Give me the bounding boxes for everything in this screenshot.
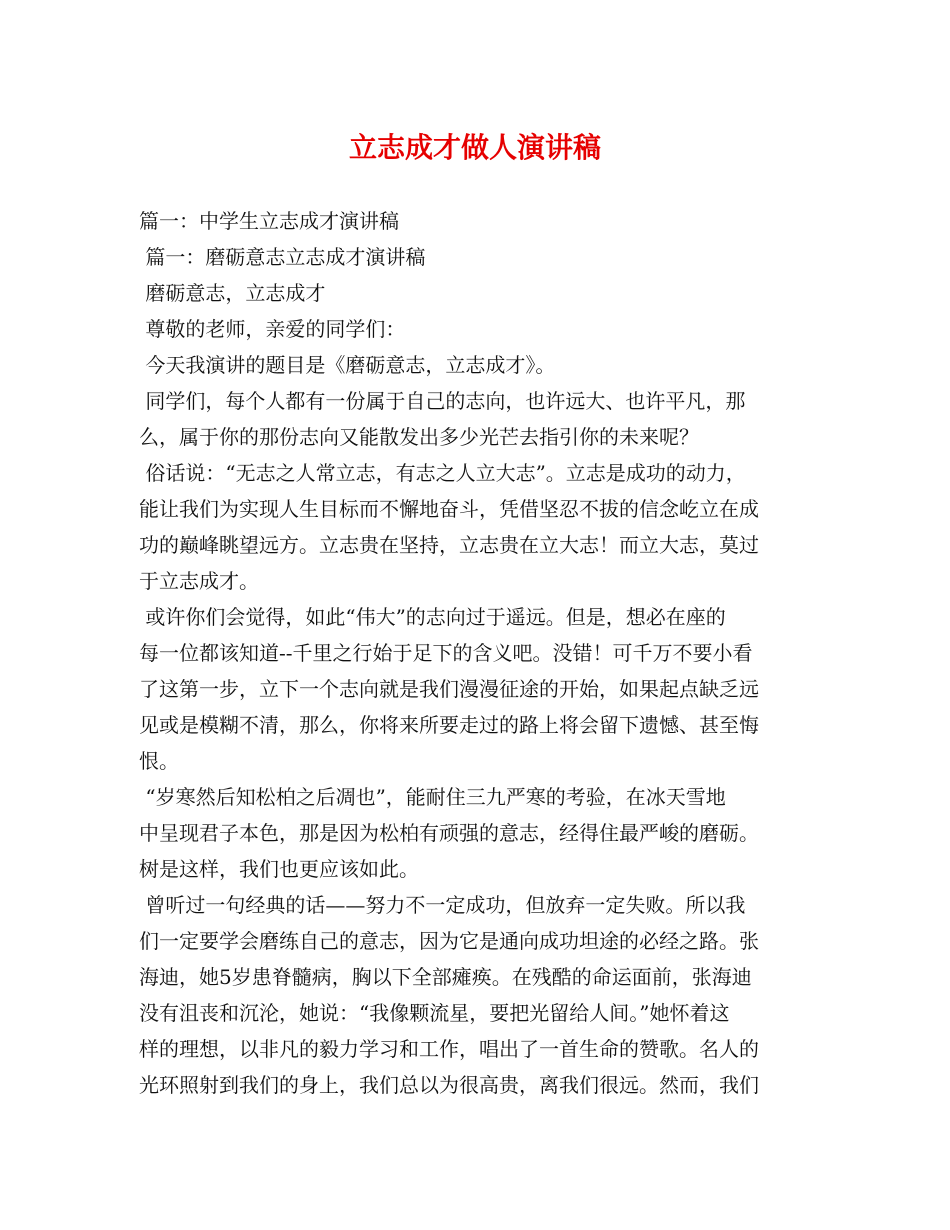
text-line: 见或是模糊不清，那么，你将来所要走过的路上将会留下遗憾、甚至悔: [139, 713, 759, 737]
text-line: 每一位都该知道--千里之行始于足下的含义吧。没错！可千万不要小看: [139, 641, 753, 665]
text-line: 或许你们会觉得，如此“伟大”的志向过于遥远。但是，想必在座的: [139, 605, 726, 629]
text-line: 中呈现君子本色，那是因为松柏有顽强的意志，经得住最严峻的磨砺。: [139, 821, 759, 845]
text-line: 磨砺意志，立志成才: [139, 281, 326, 305]
text-line: 光环照射到我们的身上，我们总以为很高贵，离我们很远。然而，我们: [139, 1073, 759, 1097]
text-line: 树是这样，我们也更应该如此。: [139, 857, 419, 881]
text-line: 功的巅峰眺望远方。立志贵在坚持，立志贵在立大志！而立大志，莫过: [139, 533, 759, 557]
text-line: 于立志成才。: [139, 569, 259, 593]
text-line: 们一定要学会磨练自己的意志，因为它是通向成功坦途的必经之路。张: [139, 929, 759, 953]
text-line: 曾听过一句经典的话——努力不一定成功，但放弃一定失败。所以我: [139, 893, 746, 917]
text-line: 海迪，她5岁患脊髓病，胸以下全部瘫痪。在残酷的命运面前，张海迪: [139, 965, 752, 989]
text-line: 能让我们为实现人生目标而不懈地奋斗，凭借坚忍不拔的信念屹立在成: [139, 497, 759, 521]
text-line: 同学们，每个人都有一份属于自己的志向，也许远大、也许平凡，那: [139, 389, 746, 413]
text-line: 么，属于你的那份志向又能散发出多少光芒去指引你的未来呢？: [139, 425, 699, 449]
text-line: 没有沮丧和沉沦，她说：“我像颗流星，要把光留给人间。”她怀着这: [139, 1001, 730, 1025]
text-line: 尊敬的老师，亲爱的同学们：: [139, 317, 406, 341]
text-line: 俗话说：“无志之人常立志，有志之人立大志”。立志是成功的动力，: [139, 461, 746, 485]
text-line: 篇一：磨砺意志立志成才演讲稿: [139, 245, 426, 269]
text-line: 恨。: [139, 749, 179, 773]
text-line: 今天我演讲的题目是《磨砺意志，立志成才》。: [139, 353, 556, 377]
text-line: 样的理想，以非凡的毅力学习和工作，唱出了一首生命的赞歌。名人的: [139, 1037, 759, 1061]
text-line: 了这第一步，立下一个志向就是我们漫漫征途的开始，如果起点缺乏远: [139, 677, 759, 701]
text-line: “岁寒然后知松柏之后凋也”，能耐住三九严寒的考验，在冰天雪地: [139, 785, 726, 809]
page-title: 立志成才做人演讲稿: [348, 131, 601, 164]
document-body: [139, 203, 819, 1103]
text-line: 篇一：中学生立志成才演讲稿: [139, 209, 399, 233]
